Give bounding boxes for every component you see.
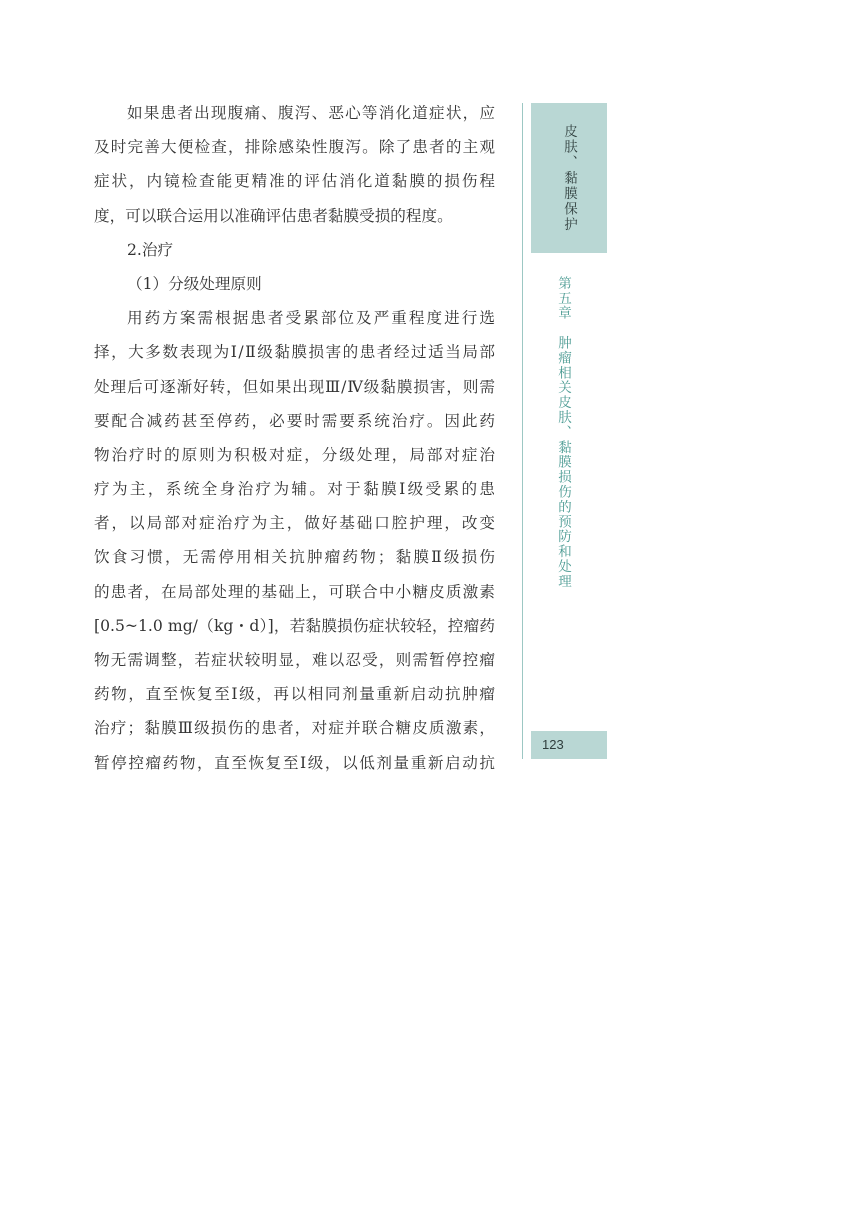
text-line: 饮食习惯，无需停用相关抗肿瘤药物；黏膜Ⅱ级损伤 bbox=[94, 548, 495, 567]
page-number: 123 bbox=[542, 737, 564, 752]
text-line: 要配合减药甚至停药，必要时需要系统治疗。因此药 bbox=[94, 411, 495, 430]
text-line: 物治疗时的原则为积极对症，分级处理，局部对症治 bbox=[94, 445, 495, 464]
text-line: [0.5~1.0 mg/（kg・d）]，若黏膜损伤症状较轻，控瘤药 bbox=[94, 616, 495, 635]
body-text bbox=[94, 96, 495, 780]
subsection-heading: （1）分级处理原则 bbox=[127, 274, 262, 293]
text-line: 的患者，在局部处理的基础上，可联合中小糖皮质激素 bbox=[94, 582, 495, 601]
text-line: 暂停控瘤药物，直至恢复至Ⅰ级，以低剂量重新启动抗 bbox=[94, 753, 495, 772]
text-line: 及时完善大便检查，排除感染性腹泻。除了患者的主观 bbox=[94, 138, 495, 157]
text-line: 度，可以联合运用以准确评估患者黏膜受损的程度。 bbox=[94, 206, 453, 225]
section-tab bbox=[531, 103, 607, 253]
text-line: 如果患者出现腹痛、腹泻、恶心等消化道症状，应 bbox=[127, 104, 495, 122]
text-line: 药物，直至恢复至Ⅰ级，再以相同剂量重新启动抗肿瘤 bbox=[94, 685, 495, 704]
section-heading: 2.治疗 bbox=[127, 240, 174, 259]
text-line: 者，以局部对症治疗为主，做好基础口腔护理，改变 bbox=[94, 514, 495, 533]
text-line: 处理后可逐渐好转，但如果出现Ⅲ/Ⅳ级黏膜损害，则需 bbox=[94, 377, 495, 396]
column-divider bbox=[522, 103, 523, 759]
chapter-title: 第五章 肿瘤相关皮肤、黏膜损伤的预防和处理 bbox=[555, 276, 571, 589]
text-line: 症状，内镜检查能更精准的评估消化道黏膜的损伤程 bbox=[94, 172, 495, 191]
section-label: 皮肤、黏膜保护 bbox=[561, 123, 577, 233]
text-line: 疗为主，系统全身治疗为辅。对于黏膜Ⅰ级受累的患 bbox=[94, 480, 495, 499]
text-line: 物无需调整，若症状较明显，难以忍受，则需暂停控瘤 bbox=[94, 651, 495, 669]
text-line: 用药方案需根据患者受累部位及严重程度进行选 bbox=[127, 309, 495, 328]
page-number-tab bbox=[531, 731, 607, 759]
text-line: 治疗；黏膜Ⅲ级损伤的患者，对症并联合糖皮质激素， bbox=[94, 719, 495, 738]
text-line: 择，大多数表现为Ⅰ/Ⅱ级黏膜损害的患者经过适当局部 bbox=[94, 343, 495, 362]
